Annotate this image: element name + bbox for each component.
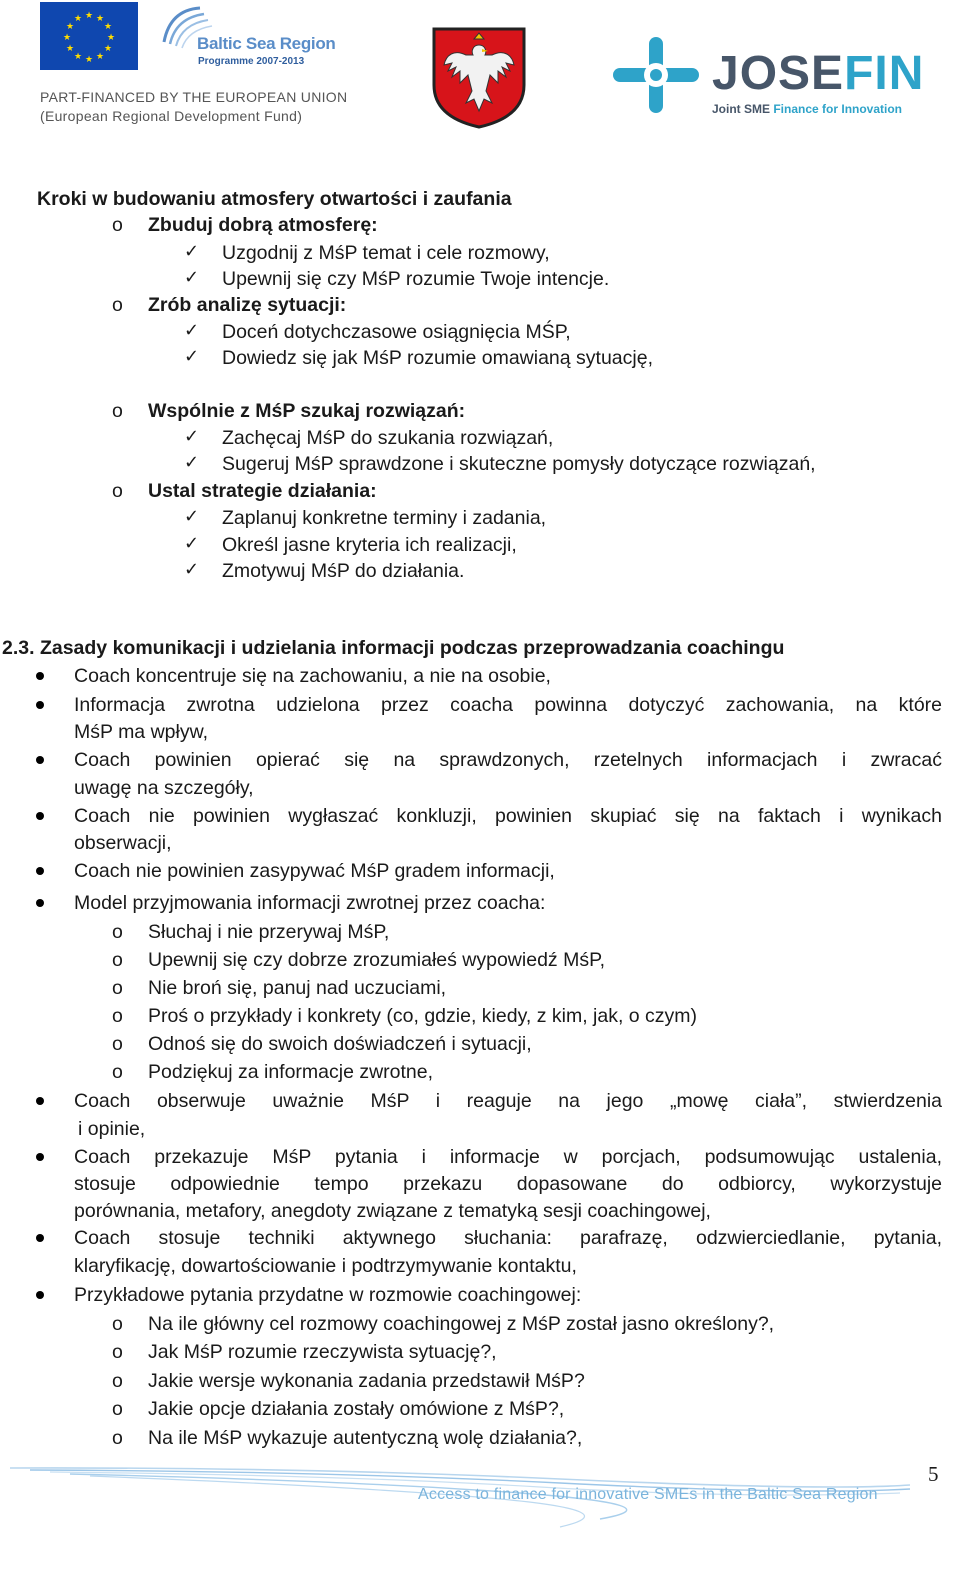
josefin-logo	[606, 30, 925, 120]
bullet-dot	[36, 867, 44, 875]
footer-tagline: Access to finance for innovative SMEs in the Baltic Sea Region	[418, 1486, 878, 1503]
section1-heading: Kroki w budowaniu atmosfery otwartości i zaufania	[37, 188, 512, 210]
svg-text:★: ★	[95, 52, 105, 62]
o-marker: o	[112, 977, 123, 999]
bullet-line: klaryfikację, dowartościowanie i podtrzymywanie kontaktu,	[74, 1255, 577, 1277]
baltic-sea-region-logo	[160, 2, 340, 72]
group-item: Sugeruj MśP sprawdzone i skuteczne pomysły dotyczące rozwiązań,	[222, 453, 816, 475]
sub-item: Odnoś się do swoich doświadczeń i sytuacji,	[148, 1033, 532, 1055]
o-marker: o	[112, 214, 123, 236]
bullet-dot	[36, 1291, 44, 1299]
o-marker: o	[112, 1398, 123, 1420]
bullet-dot	[36, 1153, 44, 1161]
josefin-tagline	[712, 102, 902, 116]
bullet-dot	[36, 899, 44, 907]
eu-line-1: PART-FINANCED BY THE EUROPEAN UNION	[40, 89, 348, 105]
bullet-line: Coach nie powinien zasypywać MśP gradem informacji,	[74, 860, 555, 882]
bullet-dot	[36, 1234, 44, 1242]
section2-heading	[2, 635, 784, 661]
page-number: 5	[928, 1462, 939, 1486]
bullet-line: stosuje odpowiednie tempo przekazu dopasowane do odbiorcy, wykorzystuje	[74, 1173, 942, 1195]
o-marker: o	[112, 1370, 123, 1392]
bullet-line: Model przyjmowania informacji zwrotnej przez coacha:	[74, 892, 546, 914]
group-item: Uzgodnij z MśP temat i cele rozmowy,	[222, 242, 550, 264]
svg-text:★: ★	[95, 14, 105, 24]
bullet-line: Informacja zwrotna udzielona przez coacha powinna dotyczyć zachowania, na które	[74, 694, 942, 716]
check-icon: ✓	[184, 559, 200, 580]
eu-funding-note	[40, 88, 347, 126]
group-item: Doceń dotychczasowe osiągnięcia MŚP,	[222, 321, 571, 343]
svg-text:★: ★	[65, 44, 75, 54]
check-icon: ✓	[184, 320, 200, 341]
svg-text:★: ★	[84, 11, 94, 21]
sub-item: Na ile MśP wykazuje autentyczną wolę działania?,	[148, 1427, 583, 1449]
group-item: Zmotywuj MśP do działania.	[222, 560, 465, 582]
group-title: Zbuduj dobrą atmosferę:	[148, 214, 378, 236]
o-marker: o	[112, 1033, 123, 1055]
bullet-dot	[36, 812, 44, 820]
svg-text:★: ★	[65, 22, 75, 32]
bullet-line: porównania, metafory, anegdoty związane z tematyką sesji coachingowej,	[74, 1200, 711, 1222]
coat-of-arms-icon	[430, 25, 528, 130]
svg-text:★: ★	[106, 33, 116, 43]
bullet-line: i opinie,	[78, 1118, 146, 1140]
section-title: Zasady komunikacji i udzielania informacji podczas przeprowadzania coachingu	[39, 637, 785, 659]
sub-item: Upewnij się czy dobrze zrozumiałeś wypowiedź MśP,	[148, 949, 605, 971]
o-marker: o	[112, 1427, 123, 1449]
sub-item: Jakie opcje działania zostały omówione z MśP?,	[148, 1398, 565, 1420]
bullet-line: Coach obserwuje uważnie MśP i reaguje na jego „mowę ciała”, stwierdzenia	[74, 1090, 942, 1112]
svg-text:★: ★	[84, 55, 94, 65]
bsr-title: Baltic Sea Region	[197, 34, 336, 53]
sub-item: Na ile główny cel rozmowy coachingowej z MśP został jasno określony?,	[148, 1313, 775, 1335]
bullet-line: Przykładowe pytania przydatne w rozmowie coachingowej:	[74, 1284, 582, 1306]
bullet-line: obserwacji,	[74, 832, 172, 854]
bullet-line: Coach koncentruje się na zachowaniu, a nie na osobie,	[74, 665, 551, 687]
josefin-tagline-a: Joint SME	[712, 102, 774, 116]
check-icon: ✓	[184, 426, 200, 447]
svg-text:★: ★	[103, 44, 113, 54]
group-item: Zaplanuj konkretne terminy i zadania,	[222, 507, 547, 529]
group-item: Dowiedz się jak MśP rozumie omawianą sytuację,	[222, 347, 653, 369]
svg-text:★: ★	[73, 52, 83, 62]
group-title: Wspólnie z MśP szukaj rozwiązań:	[148, 400, 466, 422]
eu-line-2: (European Regional Development Fund)	[40, 108, 303, 124]
bullet-dot	[36, 1097, 44, 1105]
josefin-cross-icon	[606, 30, 706, 120]
bullet-line: Coach nie powinien wygłaszać konkluzji, powinien skupiać się na faktach i wynikach	[74, 805, 942, 827]
bullet-dot	[36, 672, 44, 680]
o-marker: o	[112, 480, 123, 502]
josefin-wordmark	[712, 48, 924, 100]
bullet-dot	[36, 756, 44, 764]
bullet-line: uwagę na szczegóły,	[74, 777, 254, 799]
section-number: 2.3.	[2, 637, 35, 659]
bullet-line: MśP ma wpływ,	[74, 721, 209, 743]
bsr-subtitle: Programme 2007-2013	[198, 56, 305, 67]
group-item: Upewnij się czy MśP rozumie Twoje intencje.	[222, 268, 610, 290]
sub-item: Słuchaj i nie przerywaj MśP,	[148, 921, 390, 943]
bullet-line: Coach powinien opierać się na sprawdzonych, rzetelnych informacjach i zwracać	[74, 749, 942, 771]
o-marker: o	[112, 294, 123, 316]
sub-item: Proś o przykłady i konkrety (co, gdzie, kiedy, z kim, jak, o czym)	[148, 1005, 698, 1027]
group-title: Ustal strategie działania:	[148, 480, 377, 502]
o-marker: o	[112, 1341, 123, 1363]
josefin-wordmark-b: FIN	[844, 47, 925, 100]
o-marker: o	[112, 1313, 123, 1335]
eu-flag-logo	[40, 2, 138, 70]
sub-item: Jak MśP rozumie rzeczywista sytuację?,	[148, 1341, 497, 1363]
bullet-line: Coach przekazuje MśP pytania i informacje w porcjach, podsumowując ustalenia,	[74, 1146, 942, 1168]
page-header	[0, 0, 960, 140]
josefin-tagline-b: Finance for Innovation	[773, 102, 903, 116]
o-marker: o	[112, 949, 123, 971]
o-marker: o	[112, 1005, 123, 1027]
sub-item: Podziękuj za informacje zwrotne,	[148, 1061, 434, 1083]
svg-text:★: ★	[62, 33, 72, 43]
sub-item: Nie broń się, panuj nad uczuciami,	[148, 977, 447, 999]
o-marker: o	[112, 921, 123, 943]
check-icon: ✓	[184, 346, 200, 367]
check-icon: ✓	[184, 267, 200, 288]
svg-text:★: ★	[73, 14, 83, 24]
check-icon: ✓	[184, 506, 200, 527]
svg-text:★: ★	[103, 22, 113, 32]
check-icon: ✓	[184, 241, 200, 262]
group-item: Określ jasne kryteria ich realizacji,	[222, 534, 517, 556]
o-marker: o	[112, 1061, 123, 1083]
check-icon: ✓	[184, 533, 200, 554]
sub-item: Jakie wersje wykonania zadania przedstawił MśP?	[148, 1370, 585, 1392]
josefin-wordmark-a: JOSE	[712, 47, 845, 100]
o-marker: o	[112, 400, 123, 422]
bullet-dot	[36, 701, 44, 709]
bullet-line: Coach stosuje techniki aktywnego słuchania: parafrazę, odzwierciedlanie, pytania,	[74, 1227, 942, 1249]
group-item: Zachęcaj MśP do szukania rozwiązań,	[222, 427, 554, 449]
group-title: Zrób analizę sytuacji:	[148, 294, 347, 316]
check-icon: ✓	[184, 452, 200, 473]
